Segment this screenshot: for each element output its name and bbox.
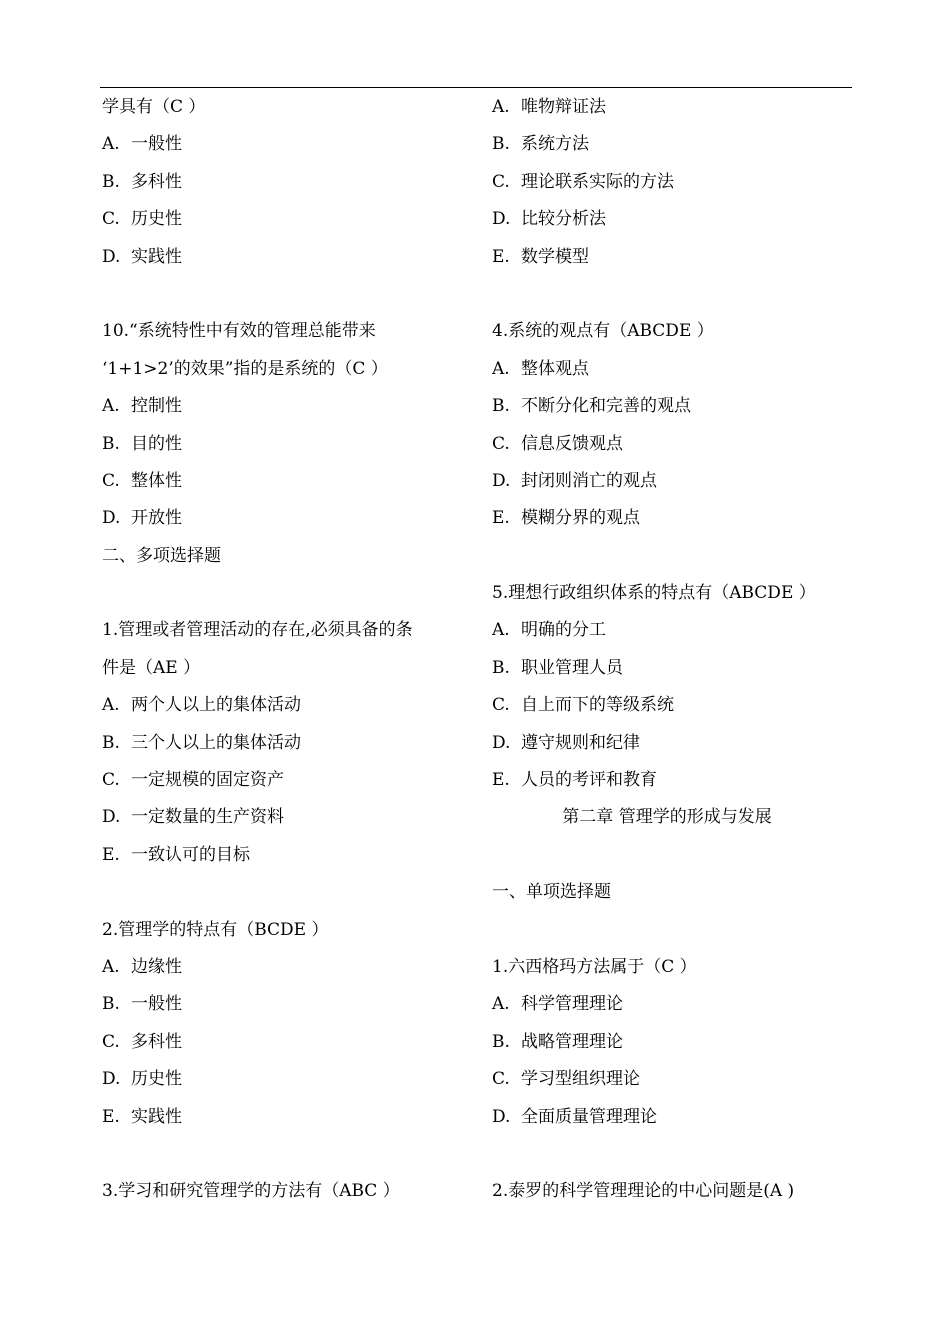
option-line xyxy=(102,164,472,201)
option-text: 遵守规则和纪律 xyxy=(521,732,640,753)
option-text: 模糊分界的观点 xyxy=(521,508,640,529)
option-text: 边缘性 xyxy=(131,956,182,977)
option-text: 信息反馈观点 xyxy=(521,433,623,454)
option-line xyxy=(102,949,472,986)
option-letter: B. xyxy=(102,994,120,1015)
option-letter: C. xyxy=(492,1069,510,1090)
option-letter: E. xyxy=(102,1106,120,1127)
option-line xyxy=(492,239,852,276)
blank-line xyxy=(102,575,472,612)
text-line: 件是（AE ） xyxy=(102,657,201,678)
option-letter: C. xyxy=(492,433,510,454)
option-text: 整体性 xyxy=(131,470,182,491)
option-letter: D. xyxy=(492,732,511,753)
option-line xyxy=(102,500,472,537)
option-line xyxy=(102,762,472,799)
option-text: 三个人以上的集体活动 xyxy=(131,732,301,753)
option-line xyxy=(102,463,472,500)
text-line: 2.泰罗的科学管理理论的中心问题是(A ) xyxy=(492,1181,795,1202)
option-line xyxy=(102,799,472,836)
option-text: 学习型组织理论 xyxy=(521,1069,640,1090)
option-line xyxy=(492,650,852,687)
option-line xyxy=(492,388,852,425)
option-line xyxy=(102,239,472,276)
text-line: 1.管理或者管理活动的存在,必须具备的条 xyxy=(102,620,413,641)
text-line: ‘1+1>2’的效果”指的是系统的（C ） xyxy=(102,358,388,379)
option-text: 比较分析法 xyxy=(521,209,606,230)
option-text: 多科性 xyxy=(131,1031,182,1052)
option-line xyxy=(492,126,852,163)
option-letter: B. xyxy=(492,1031,510,1052)
option-letter: D. xyxy=(492,1106,511,1127)
option-line xyxy=(492,762,852,799)
option-letter: C. xyxy=(102,209,120,230)
option-text: 一般性 xyxy=(131,134,182,155)
option-letter: B. xyxy=(102,171,120,192)
blank-line xyxy=(492,276,852,313)
option-letter: C. xyxy=(102,770,120,791)
text-line: 3.学习和研究管理学的方法有（ABC ） xyxy=(102,1181,400,1202)
option-text: 封闭则消亡的观点 xyxy=(521,470,657,491)
option-text: 明确的分工 xyxy=(521,620,606,641)
option-text: 全面质量管理理论 xyxy=(521,1106,657,1127)
option-text: 科学管理理论 xyxy=(521,994,623,1015)
option-letter: E. xyxy=(492,770,510,791)
option-line xyxy=(492,1024,852,1061)
option-line xyxy=(492,426,852,463)
option-line xyxy=(102,687,472,724)
option-line xyxy=(492,1061,852,1098)
chapter-heading: 第二章 管理学的形成与发展 xyxy=(562,807,772,828)
option-line xyxy=(492,351,852,388)
blank-line xyxy=(492,538,852,575)
option-letter: E. xyxy=(102,844,120,865)
option-letter: B. xyxy=(492,134,510,155)
blank-line xyxy=(492,837,852,874)
option-letter: A. xyxy=(492,358,510,379)
option-letter: D. xyxy=(102,246,121,267)
option-letter: A. xyxy=(492,994,510,1015)
text-line: 1.六西格玛方法属于（C ） xyxy=(492,956,697,977)
option-line xyxy=(102,388,472,425)
option-letter: C. xyxy=(492,171,510,192)
blank-line xyxy=(102,276,472,313)
option-line xyxy=(492,164,852,201)
option-letter: C. xyxy=(102,1031,120,1052)
option-line xyxy=(102,837,472,874)
option-letter: D. xyxy=(102,1069,121,1090)
option-text: 唯物辩证法 xyxy=(521,97,606,117)
text-line: 一、单项选择题 xyxy=(492,882,611,903)
option-line xyxy=(492,201,852,238)
option-letter: D. xyxy=(492,209,511,230)
option-text: 历史性 xyxy=(131,1069,182,1090)
option-text: 职业管理人员 xyxy=(521,657,623,678)
option-text: 不断分化和完善的观点 xyxy=(521,396,691,417)
option-text: 开放性 xyxy=(131,508,182,529)
option-text: 系统方法 xyxy=(521,134,589,155)
text-line: 二、多项选择题 xyxy=(102,545,221,566)
option-text: 人员的考评和教育 xyxy=(521,770,657,791)
option-text: 数学模型 xyxy=(521,246,589,267)
option-letter: B. xyxy=(102,732,120,753)
option-text: 多科性 xyxy=(131,171,182,192)
option-letter: B. xyxy=(492,396,510,417)
option-text: 实践性 xyxy=(131,246,182,267)
option-text: 两个人以上的集体活动 xyxy=(131,695,301,716)
option-line xyxy=(102,725,472,762)
option-line xyxy=(492,687,852,724)
option-letter: A. xyxy=(102,134,120,155)
option-text: 控制性 xyxy=(131,396,182,417)
option-line xyxy=(492,986,852,1023)
option-line xyxy=(102,986,472,1023)
option-text: 自上而下的等级系统 xyxy=(521,695,674,716)
option-text: 战略管理理论 xyxy=(521,1031,623,1052)
option-letter: E. xyxy=(492,246,510,267)
option-text: 一定数量的生产资料 xyxy=(131,807,284,828)
option-letter: B. xyxy=(102,433,120,454)
option-line xyxy=(492,500,852,537)
option-line xyxy=(492,1099,852,1136)
text-line: 2.管理学的特点有（BCDE ） xyxy=(102,919,329,940)
option-letter: A. xyxy=(102,956,120,977)
option-letter: A. xyxy=(492,97,510,117)
option-line xyxy=(102,1099,472,1136)
option-letter: A. xyxy=(102,695,120,716)
option-line xyxy=(492,612,852,649)
text-line: 5.理想行政组织体系的特点有（ABCDE ） xyxy=(492,583,816,604)
blank-line xyxy=(492,1136,852,1173)
option-letter: A. xyxy=(102,396,120,417)
option-text: 历史性 xyxy=(131,209,182,230)
option-text: 理论联系实际的方法 xyxy=(521,171,674,192)
option-line xyxy=(102,126,472,163)
option-line xyxy=(492,725,852,762)
header-rule xyxy=(100,87,852,88)
text-line: 10.“系统特性中有效的管理总能带来 xyxy=(102,321,376,342)
option-text: 一般性 xyxy=(131,994,182,1015)
option-text: 实践性 xyxy=(131,1106,182,1127)
option-line xyxy=(102,1061,472,1098)
blank-line xyxy=(492,912,852,949)
option-text: 整体观点 xyxy=(521,358,589,379)
blank-line xyxy=(102,874,472,911)
text-line: 学具有（C ） xyxy=(102,97,206,117)
option-letter: E. xyxy=(492,508,510,529)
option-line xyxy=(492,89,852,126)
left-column xyxy=(102,89,472,1211)
text-line: 4.系统的观点有（ABCDE ） xyxy=(492,321,714,342)
option-letter: C. xyxy=(102,470,120,491)
option-line xyxy=(102,201,472,238)
blank-line xyxy=(102,1136,472,1173)
option-letter: C. xyxy=(492,695,510,716)
option-letter: D. xyxy=(102,807,121,828)
option-text: 一定规模的固定资产 xyxy=(131,770,284,791)
option-line xyxy=(102,426,472,463)
option-letter: D. xyxy=(492,470,511,491)
option-letter: B. xyxy=(492,657,510,678)
option-line xyxy=(492,463,852,500)
option-letter: A. xyxy=(492,620,510,641)
option-letter: D. xyxy=(102,508,121,529)
option-line xyxy=(102,1024,472,1061)
right-column xyxy=(492,89,852,1211)
option-text: 一致认可的目标 xyxy=(131,844,250,865)
option-text: 目的性 xyxy=(131,433,182,454)
